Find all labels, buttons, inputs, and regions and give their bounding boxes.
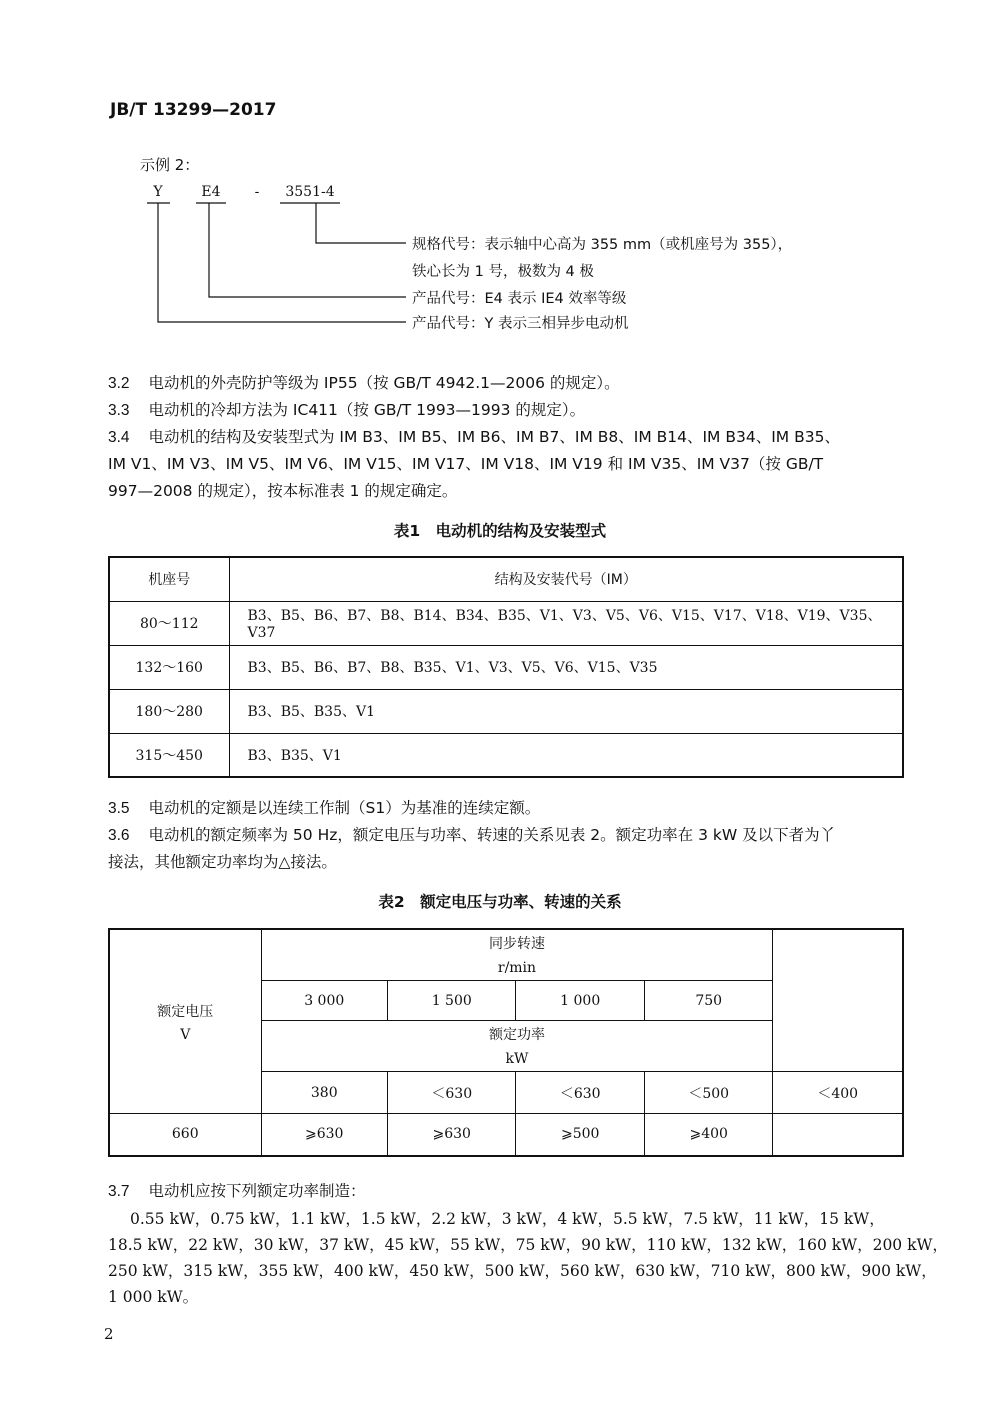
table2-caption: 表2 额定电压与功率、转速的关系 [378,893,622,911]
table1-im-cell: B3、B35、V1 [229,733,903,777]
code-part-y: Y [153,184,163,200]
speed-label: 同步转速 [261,929,773,955]
power-cell: ⩾400 [644,1114,772,1156]
clause-3-4-line2: IM V1、IM V3、IM V5、IM V6、IM V15、IM V17、IM V18、IM V19 和 IM V35、IM V37（按 GB/T [108,455,824,473]
clause-text: 电动机应按下列额定功率制造： [148,1182,366,1200]
table2-voltage-header [109,929,261,1114]
annotation-y: 产品代号：Y 表示三相异步电动机 [412,316,629,332]
table-row [109,645,903,689]
clause-3-5 [108,795,540,822]
clause-text: 电动机的定额是以连续工作制（S1）为基准的连续定额。 [148,799,541,817]
table-row [109,601,903,645]
clause-3-6-line2: 接法，其他额定功率均为△接法。 [108,853,337,871]
clause-text: 电动机的外壳防护等级为 IP55（按 GB/T 4942.1—2006 的规定）。 [148,374,620,392]
clause-number: 3.7 [108,1183,130,1200]
clause-3-2 [108,370,620,397]
table1-frame-cell: 180～280 [109,689,229,733]
table-row [109,689,903,733]
speed-value: 750 [644,981,772,1021]
voltage-cell: 380 [261,1072,388,1114]
power-cell: ⩾500 [516,1114,644,1156]
table1-im-cell: B3、B5、B6、B7、B8、B35、V1、V3、V5、V6、V15、V35 [229,645,903,689]
power-cell: ＜400 [773,1072,903,1114]
clause-3-3 [108,397,585,424]
clause-number: 3.5 [108,800,130,817]
clause-text: 电动机的结构及安装型式为 IM B3、IM B5、IM B6、IM B7、IM B8、IM B14、IM B34、IM B35、 [148,428,840,446]
power-list-line2: 18.5 kW，22 kW，30 kW，37 kW，45 kW，55 kW，75 kW，90 kW，110 kW，132 kW，160 kW，200 kW， [108,1236,948,1254]
table1-header-im: 结构及安装代号（IM） [229,557,903,601]
voltage-cell: 660 [109,1114,261,1156]
table1-header-frame: 机座号 [109,557,229,601]
table2 [108,928,904,1157]
voltage-unit: V [180,1026,191,1043]
speed-value: 1 500 [388,981,516,1021]
power-cell: ＜630 [516,1072,644,1114]
power-cell: ＜630 [388,1072,516,1114]
table1-im-cell: B3、B5、B6、B7、B8、B14、B34、B35、V1、V3、V5、V6、V15、V17、V18、V19、V35、V37 [229,601,903,645]
clause-3-4-line1 [108,424,840,451]
table1-im-cell: B3、B5、B35、V1 [229,689,903,733]
clause-number: 3.6 [108,827,130,844]
example-label: 示例 2： [140,156,200,174]
table1-frame-cell: 80～112 [109,601,229,645]
table1-header-row [109,557,903,601]
power-cell: ⩾630 [388,1114,516,1156]
code-part-spec: 3551-4 [285,184,335,200]
clause-3-4-line3: 997—2008 的规定），按本标准表 1 的规定确定。 [108,482,458,500]
clause-text: 电动机的冷却方法为 IC411（按 GB/T 1993—1993 的规定）。 [148,401,586,419]
power-list-line1: 0.55 kW，0.75 kW，1.1 kW，1.5 kW，2.2 kW，3 kW，4 kW，5.5 kW，7.5 kW，11 kW，15 kW， [130,1210,885,1228]
table1 [108,556,904,778]
table1-frame-cell: 315～450 [109,733,229,777]
clause-text: 电动机的额定频率为 50 Hz，额定电压与功率、转速的关系见表 2。额定功率在 3 kW 及以下者为丫 [148,826,836,844]
table-row [109,1114,903,1156]
power-list-line4: 1 000 kW。 [108,1288,199,1306]
code-part-e4: E4 [201,184,221,200]
annotation-spec-line1: 规格代号：表示轴中心高为 355 mm（或机座号为 355）， [412,237,793,253]
clause-number: 3.2 [108,375,130,392]
table1-caption: 表1 电动机的结构及安装型式 [393,522,607,540]
document-header: JB/T 13299—2017 [110,100,277,120]
table2-speed-label-row [109,929,903,955]
clause-number: 3.3 [108,402,130,419]
power-cell: ＜500 [644,1072,772,1114]
power-list-line3: 250 kW，315 kW，355 kW，400 kW，450 kW，500 kW，560 kW，630 kW，710 kW，800 kW，900 kW， [108,1262,937,1280]
power-label: 额定功率 [261,1021,773,1047]
page-number: 2 [104,1325,114,1343]
speed-value: 1 000 [516,981,644,1021]
annotation-e4: 产品代号：E4 表示 IE4 效率等级 [412,291,627,307]
power-cell: ⩾630 [261,1114,388,1156]
speed-unit: r/min [261,955,773,981]
clause-number: 3.4 [108,429,130,446]
table1-frame-cell: 132～160 [109,645,229,689]
code-part-dash: - [254,184,260,200]
voltage-label: 额定电压 [157,1003,214,1020]
clause-3-6-line1 [108,822,835,849]
clause-3-7 [108,1178,366,1205]
table-row [109,733,903,777]
annotation-spec-line2: 铁心长为 1 号，极数为 4 极 [412,264,594,280]
power-unit: kW [261,1046,773,1072]
speed-value: 3 000 [261,981,388,1021]
